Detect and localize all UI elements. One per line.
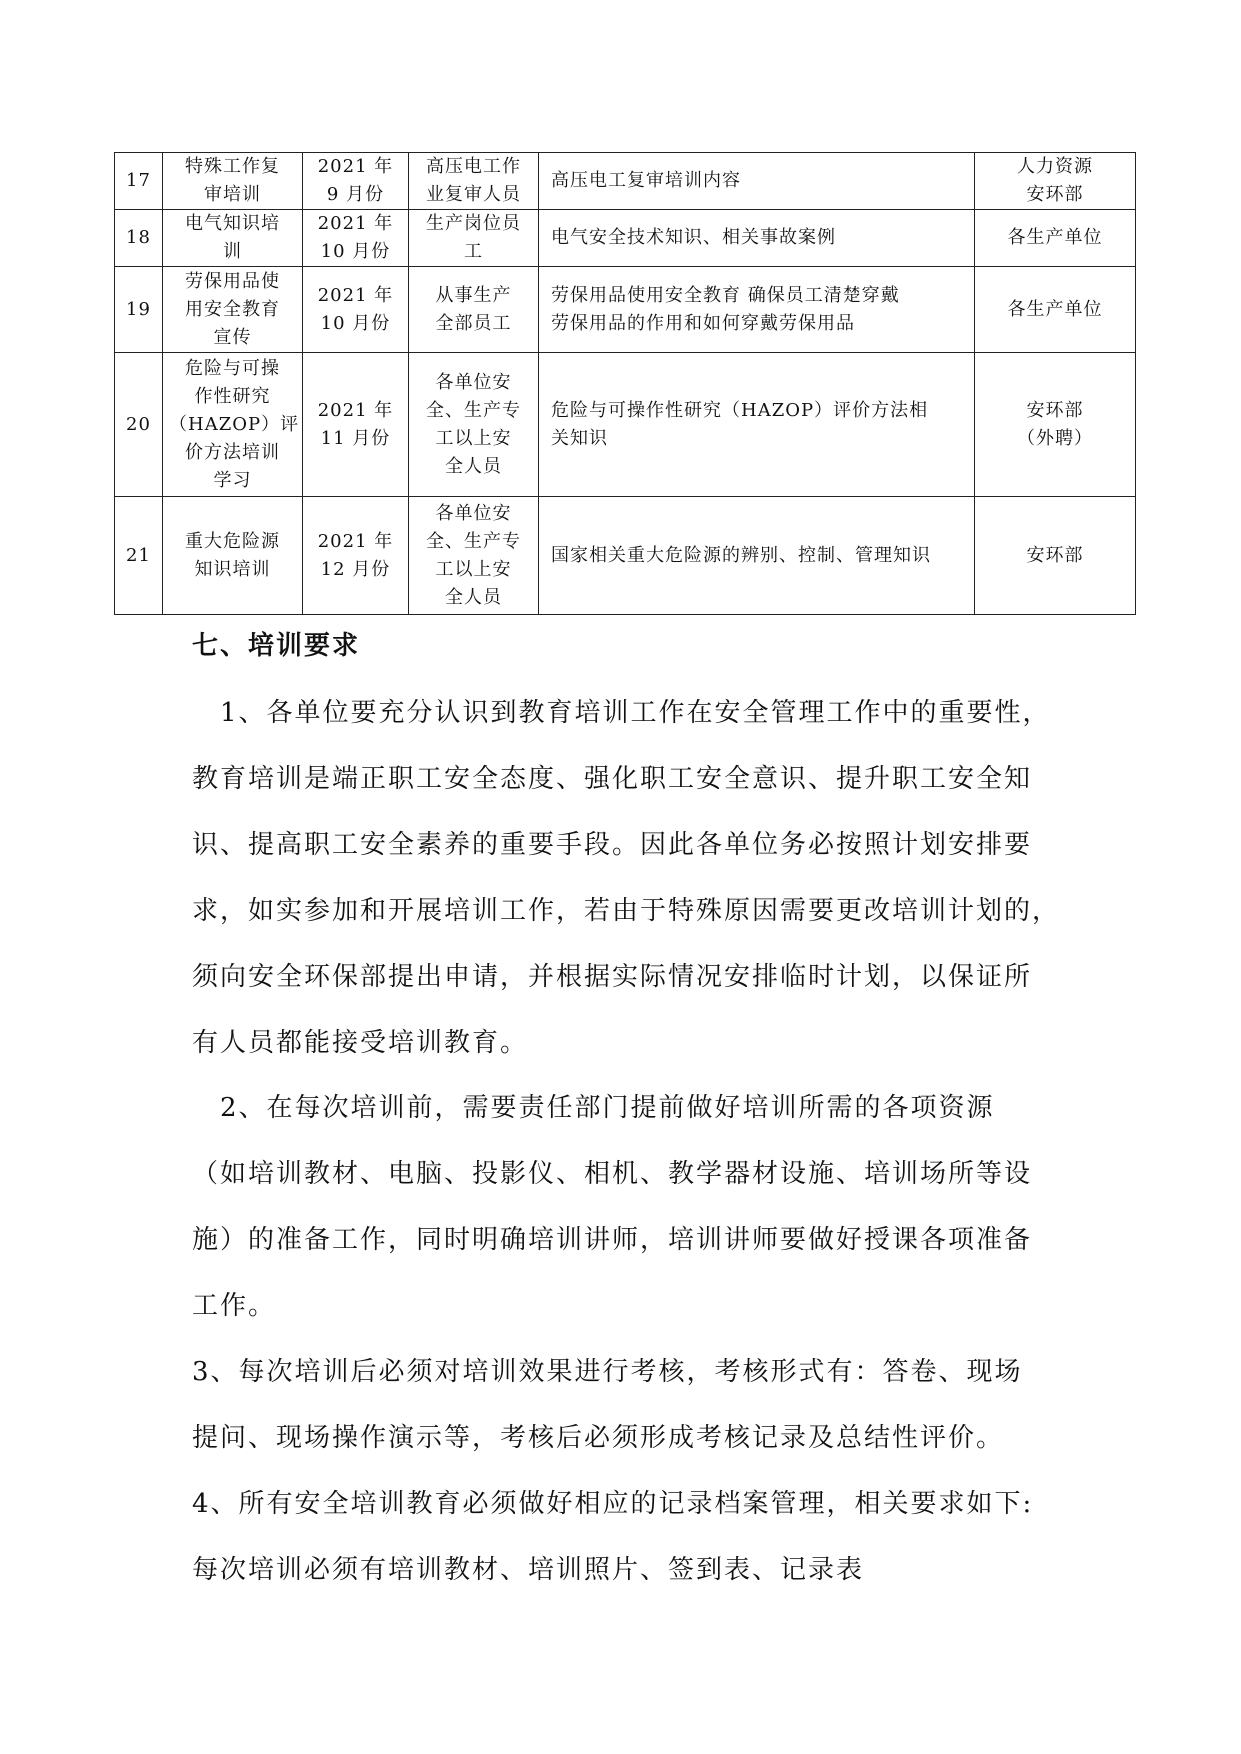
training-content-cell: 国家相关重大危险源的辨别、控制、管理知识	[539, 497, 975, 615]
section-heading: 七、培训要求	[192, 631, 361, 661]
requirement-paragraph-3	[192, 1339, 1072, 1471]
table-row	[115, 210, 1136, 267]
training-time-cell: 2021 年 12 月份	[303, 497, 409, 615]
row-number-cell: 17	[115, 153, 163, 210]
training-plan-table	[114, 152, 1136, 615]
paragraph-line: 3、每次培训后必须对培训效果进行考核，考核形式有：答卷、现场	[192, 1357, 1023, 1387]
paragraph-line: 有人员都能接受培训教育。	[192, 1028, 529, 1058]
training-content-cell: 电气安全技术知识、相关事故案例	[539, 210, 975, 267]
requirement-paragraph-2	[192, 1075, 1072, 1339]
training-time-cell: 2021 年 10 月份	[303, 210, 409, 267]
training-content-cell: 危险与可操作性研究（HAZOP）评价方法相 关知识	[539, 353, 975, 497]
training-time-cell: 2021 年 9 月份	[303, 153, 409, 210]
paragraph-line: 识、提高职工安全素养的重要手段。因此各单位务必按照计划安排要	[192, 830, 1033, 860]
training-content-cell: 劳保用品使用安全教育 确保员工清楚穿戴 劳保用品的作用和如何穿戴劳保用品	[539, 267, 975, 353]
paragraph-line: （如培训教材、电脑、投影仪、相机、教学器材设施、培训场所等设	[192, 1159, 1033, 1189]
training-name-cell: 电气知识培 训	[163, 210, 303, 267]
requirement-paragraph-4	[192, 1471, 1072, 1603]
paragraph-line: 提问、现场操作演示等，考核后必须形成考核记录及总结性评价。	[192, 1423, 1005, 1453]
training-object-cell: 生产岗位员 工	[409, 210, 539, 267]
paragraph-line: 施）的准备工作，同时明确培训讲师，培训讲师要做好授课各项准备	[192, 1225, 1033, 1255]
table-row	[115, 153, 1136, 210]
paragraph-line: 工作。	[192, 1291, 277, 1321]
paragraph-line: 教育培训是端正职工安全态度、强化职工安全意识、提升职工安全知	[192, 764, 1033, 794]
training-name-cell: 危险与可操 作性研究 （HAZOP）评 价方法培训 学习	[163, 353, 303, 497]
row-number-cell: 19	[115, 267, 163, 353]
training-name-cell: 特殊工作复 审培训	[163, 153, 303, 210]
responsible-dept-cell: 安环部	[975, 497, 1136, 615]
training-object-cell: 各单位安 全、生产专 工以上安 全人员	[409, 497, 539, 615]
paragraph-line: 4、所有安全培训教育必须做好相应的记录档案管理，相关要求如下:	[192, 1489, 1034, 1519]
table-row	[115, 497, 1136, 615]
training-object-cell: 从事生产 全部员工	[409, 267, 539, 353]
training-time-cell: 2021 年 10 月份	[303, 267, 409, 353]
row-number-cell: 21	[115, 497, 163, 615]
table-body	[115, 153, 1136, 615]
training-time-cell: 2021 年 11 月份	[303, 353, 409, 497]
table-row	[115, 353, 1136, 497]
responsible-dept-cell: 各生产单位	[975, 210, 1136, 267]
paragraph-line: 1、各单位要充分认识到教育培训工作在安全管理工作中的重要性，	[192, 698, 1051, 728]
training-name-cell: 重大危险源 知识培训	[163, 497, 303, 615]
paragraph-line: 求，如实参加和开展培训工作，若由于特殊原因需要更改培训计划的，	[192, 896, 1061, 926]
row-number-cell: 18	[115, 210, 163, 267]
responsible-dept-cell: 人力资源 安环部	[975, 153, 1136, 210]
training-object-cell: 高压电工作 业复审人员	[409, 153, 539, 210]
requirement-paragraph-1	[192, 680, 1072, 1076]
table-row	[115, 267, 1136, 353]
training-name-cell: 劳保用品使 用安全教育 宣传	[163, 267, 303, 353]
paragraph-line: 每次培训必须有培训教材、培训照片、签到表、记录表	[192, 1555, 865, 1585]
training-content-cell: 高压电工复审培训内容	[539, 153, 975, 210]
training-object-cell: 各单位安 全、生产专 工以上安 全人员	[409, 353, 539, 497]
responsible-dept-cell: 安环部 （外聘）	[975, 353, 1136, 497]
row-number-cell: 20	[115, 353, 163, 497]
paragraph-line: 2、在每次培训前，需要责任部门提前做好培训所需的各项资源	[192, 1093, 995, 1123]
responsible-dept-cell: 各生产单位	[975, 267, 1136, 353]
paragraph-line: 须向安全环保部提出申请，并根据实际情况安排临时计划，以保证所	[192, 962, 1033, 992]
